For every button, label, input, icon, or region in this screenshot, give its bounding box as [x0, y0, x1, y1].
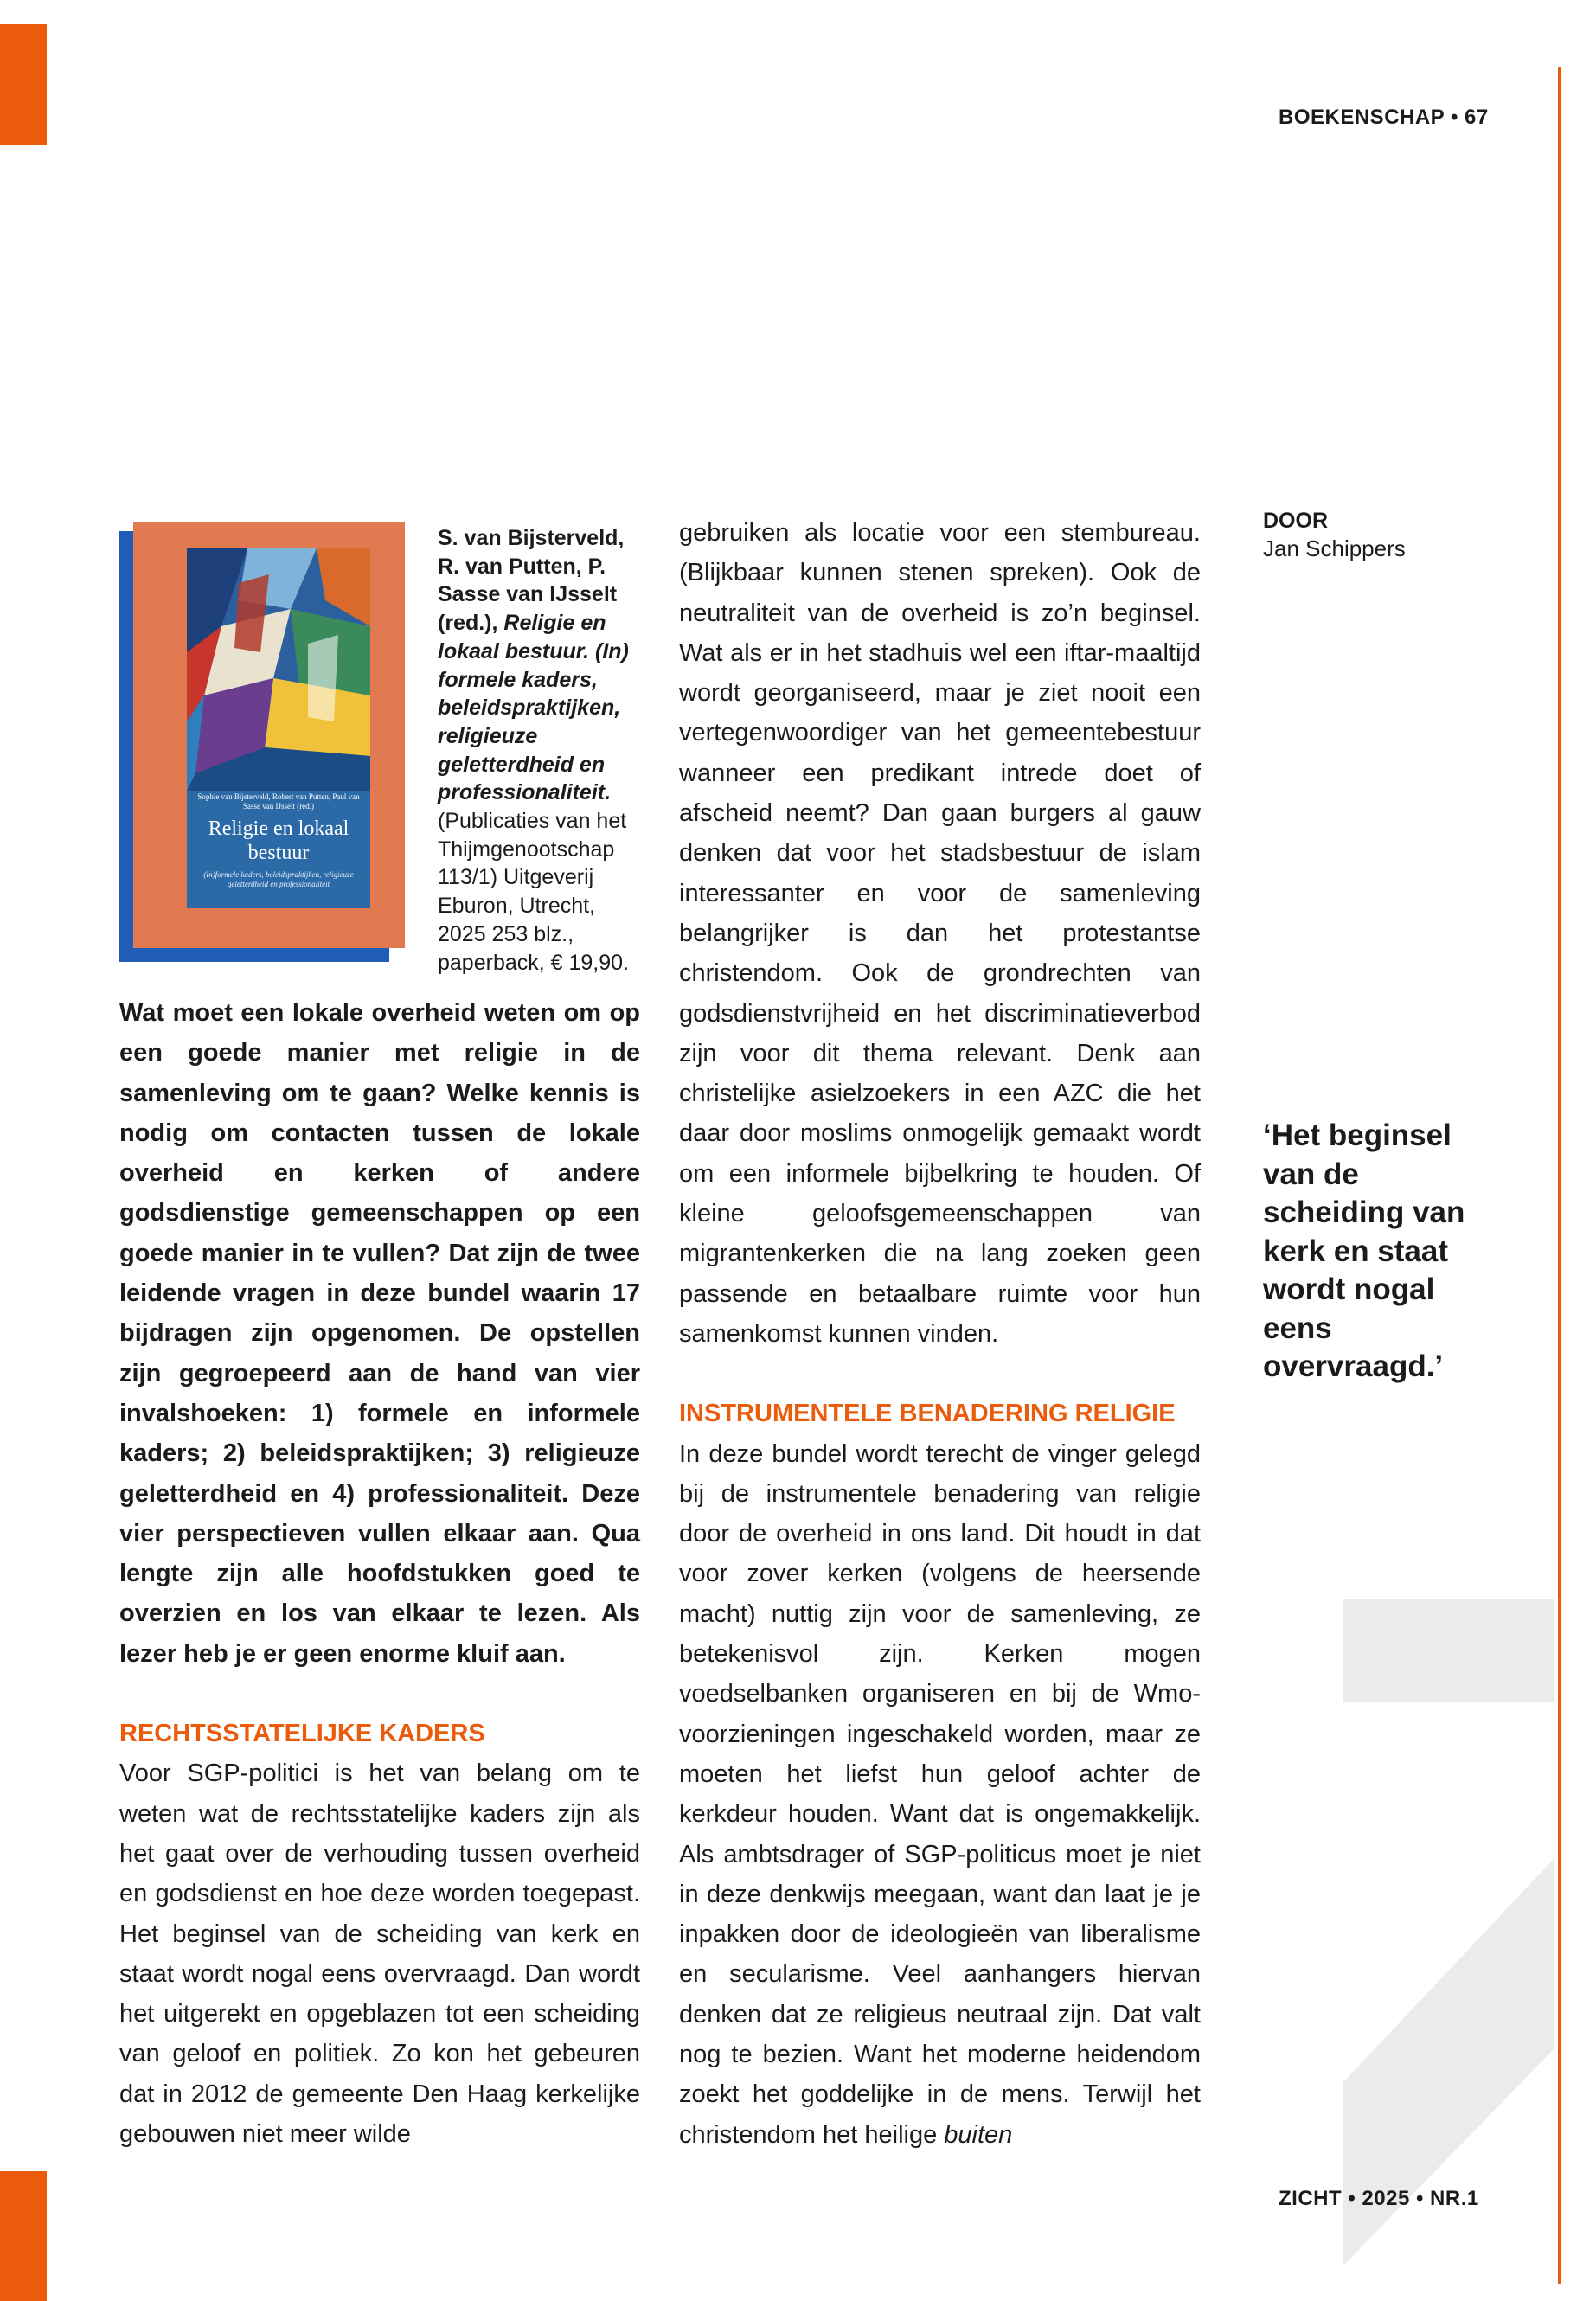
section-heading-instrumentele: INSTRUMENTELE BENADERING RELIGIE — [679, 1400, 1176, 1428]
cover-title: Religie en lokaal bestuur — [208, 817, 349, 864]
caption-authors: S. van Bijsterveld, R. van Putten, P. Sasse van IJsselt (red.), — [438, 526, 625, 636]
top-accent-bar — [0, 24, 47, 145]
page-number: 67 — [1465, 106, 1489, 129]
cover-artwork — [187, 548, 370, 791]
left-column — [119, 993, 640, 2154]
cover-editors: Sophie van Bijsterveld, Robert van Putten, Paul van Sasse van IJsselt (red.) — [197, 792, 360, 811]
issue-number: NR.1 — [1430, 2187, 1479, 2210]
byline-label: DOOR — [1263, 509, 1328, 533]
body-text-italic: buiten — [944, 2120, 1013, 2149]
issue-year: 2025 — [1362, 2187, 1410, 2210]
cover-frame — [133, 522, 405, 948]
decorative-z-shape — [1343, 1599, 1554, 2266]
section-name: BOEKENSCHAP — [1279, 106, 1445, 129]
column-rule — [1558, 67, 1561, 2284]
footer-separator: • — [1415, 2187, 1424, 2210]
byline — [1263, 509, 1406, 562]
magazine-name: ZICHT — [1279, 2187, 1343, 2210]
caption-title: Religie en lokaal bestuur. (In) formele kaders, beleidspraktijken, religieuze geletterdheid en professionaliteit. — [438, 611, 629, 805]
cover-subtitle: (In)formele kaders, beleidspraktijken, religieuze geletterdheid en professionaliteit — [203, 870, 354, 888]
cover-panel — [187, 548, 370, 908]
body-paragraph — [679, 1434, 1201, 2155]
section-heading-rechtsstatelijke: RECHTSSTATELIJKE KADERS — [119, 1720, 485, 1748]
author-name: Jan Schippers — [1263, 535, 1406, 561]
book-caption — [438, 524, 644, 977]
pull-quote: ‘Het beginsel van de scheiding van kerk en staat wordt nogal eens overvraagd.’ — [1263, 1118, 1465, 1383]
running-footer — [1279, 2187, 1479, 2211]
body-paragraph: gebruiken als locatie voor een stembureau. (Blijkbaar kunnen stenen spreken). Ook de neutraliteit van de overheid is zo’n beginsel. Wat als er in het stadhuis wel een iftar-maaltijd wordt georganiseerd, maar je ziet nooit een vertegenwoordiger van het gemeentebestuur wanneer een predikant intrede doet of afscheid neemt? Dan gaan burgers al gauw denken dat voor het stadsbestuur de islam interessanter en voor de samenleving belangrijker is dan het protestantse christendom. Ook de grondrechten van godsdienstvrijheid en het discriminatieverbod zijn voor dit thema relevant. Denk aan christelijke asielzoekers in een AZC die het daar door moslims onmogelijk gemaakt wordt om een informele bijbelkring te houden. Of kleine geloofsgemeenschappen van migrantenkerken die na lang zoeken geen passende en betaalbare ruimte voor hun samenkomst kunnen vinden. — [679, 519, 1201, 1348]
body-text-run: In deze bundel wordt terecht de vinger gelegd bij de instrumentele benadering van religie door de overheid in ons land. Dit houdt in dat voor zover kerken (volgens de heersende macht) nuttig zijn voor de samenleving, ze betekenisvol zijn. Kerken mogen voedselbanken organiseren en bij de Wmo-voorzieningen ingeschakeld worden, maar ze moeten het liefst hun geloof achter de kerkdeur houden. Want dat is ongemakkelijk. Als ambtsdrager of SGP-politicus moet je niet in deze denkwijs meegaan, want dan laat je je inpakken door de ideologieën van liberalisme en secularisme. Veel aanhangers hiervan denken dat ze religieus neutraal zijn. Dat valt nog te bezien. Want het moderne heidendom zoekt het goddelijke in de mens. Terwijl het christendom het heilige — [679, 1439, 1201, 2149]
middle-column — [679, 513, 1201, 2155]
cover-text — [187, 792, 370, 889]
article-intro: Wat moet een lokale overheid weten om op een goede manier met religie in de samenleving om te gaan? Welke kennis is nodig om contacten tussen de lokale overheid en kerken of andere godsdienstige gemeenschappen op een goede manier in te vullen? Dat zijn de twee leidende vragen in deze bundel waarin 17 bijdragen zijn opgenomen. De opstellen zijn gegroepeerd aan de hand van vier invalshoeken: 1) formele en informele kaders; 2) beleidspraktijken; 3) religieuze geletterdheid en 4) professionaliteit. Deze vier perspectieven vullen elkaar aan. Qua lengte zijn alle hoofdstukken goed te overzien en los van elkaar te lezen. Als lezer heb je er geen enorme kluif aan. — [119, 999, 640, 1668]
running-header — [1279, 106, 1489, 130]
bottom-accent-bar — [0, 2171, 47, 2301]
footer-separator: • — [1348, 2187, 1356, 2210]
header-separator: • — [1450, 106, 1458, 129]
book-cover — [119, 522, 405, 962]
body-paragraph: Voor SGP-politici is het van belang om te weten wat de rechtsstatelijke kaders zijn als het gaat over de verhouding tussen overheid en godsdienst en hoe deze worden toegepast. Het beginsel van de scheiding van kerk en staat wordt nogal eens overvraagd. Dan wordt het uitgerekt en opgeblazen tot een scheiding van geloof en politiek. Zo kon het gebeuren dat in 2012 de gemeente Den Haag kerkelijke gebouwen niet meer wilde — [119, 1759, 640, 2149]
caption-details: (Publicaties van het Thijmgenootschap 113/1) Uitgeverij Eburon, Utrecht, 2025 253 blz., paperback, € 19,90. — [438, 809, 629, 975]
